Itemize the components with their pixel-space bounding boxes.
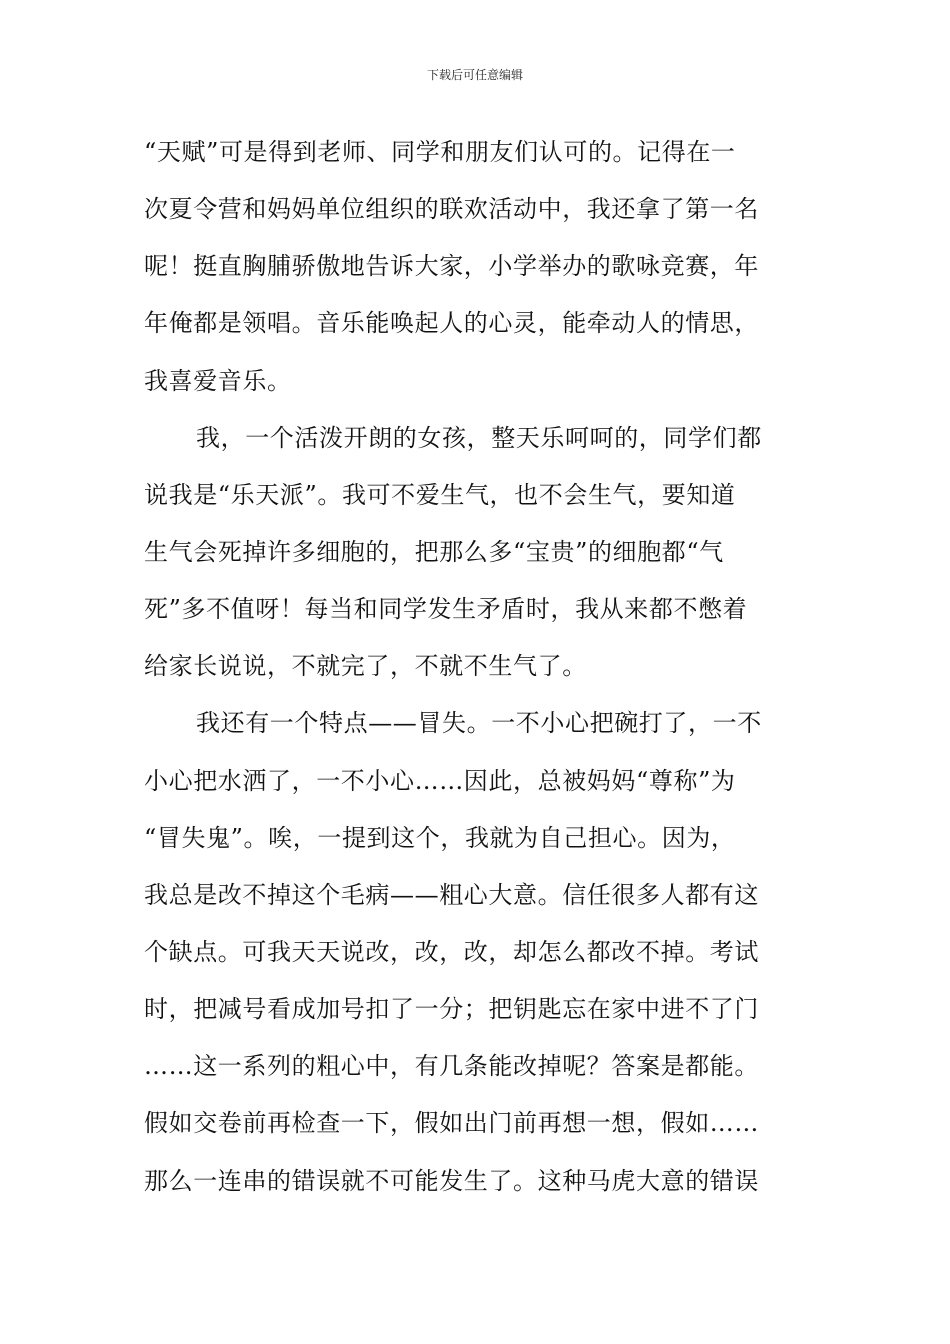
text-line: 我喜爱音乐。: [144, 366, 292, 395]
text-line: 时，把减号看成加号扣了一分；把钥匙忘在家中进不了门: [144, 995, 759, 1024]
text-line: “天赋”可是得到老师、同学和朋友们认可的。记得在一: [144, 138, 736, 166]
text-line: 死”多不值呀！每当和同学发生矛盾时，我从来都不憋着: [144, 595, 748, 624]
text-line: “冒失鬼”。唉，一提到这个，我就为自己担心。因为，: [144, 823, 736, 852]
text-line: 个缺点。可我天天说改，改，改，却怎么都改不掉。考试: [144, 937, 759, 966]
text-line: 小心把水洒了，一不小心……因此，总被妈妈“尊称”为: [144, 766, 736, 795]
text-line: 假如交卷前再检查一下，假如出门前再想一想，假如……: [144, 1109, 759, 1138]
text-line: 我还有一个特点——冒失。一不小心把碗打了，一不: [196, 709, 762, 738]
text-line: 次夏令营和妈妈单位组织的联欢活动中，我还拿了第一名: [144, 195, 759, 224]
text-line: 生气会死掉许多细胞的，把那么多“宝贵”的细胞都“气: [144, 537, 724, 566]
text-line: 呢！挺直胸脯骄傲地告诉大家，小学举办的歌咏竞赛，年: [144, 252, 759, 281]
text-line: ……这一系列的粗心中，有几条能改掉呢？答案是都能。: [144, 1052, 759, 1081]
text-line: 说我是“乐天派”。我可不爱生气，也不会生气，要知道: [144, 480, 736, 509]
page-header: 下载后可任意编辑: [426, 68, 523, 82]
text-line: 我总是改不掉这个毛病——粗心大意。信任很多人都有这: [144, 880, 759, 909]
text-line: 年俺都是领唱。音乐能唤起人的心灵，能牵动人的情思，: [144, 309, 759, 338]
document-body: [144, 124, 808, 1210]
text-line: 我，一个活泼开朗的女孩，整天乐呵呵的，同学们都: [196, 423, 762, 452]
text-line: 那么一连串的错误就不可能发生了。这种马虎大意的错误: [144, 1166, 759, 1195]
text-line: 给家长说说，不就完了，不就不生气了。: [144, 652, 587, 681]
